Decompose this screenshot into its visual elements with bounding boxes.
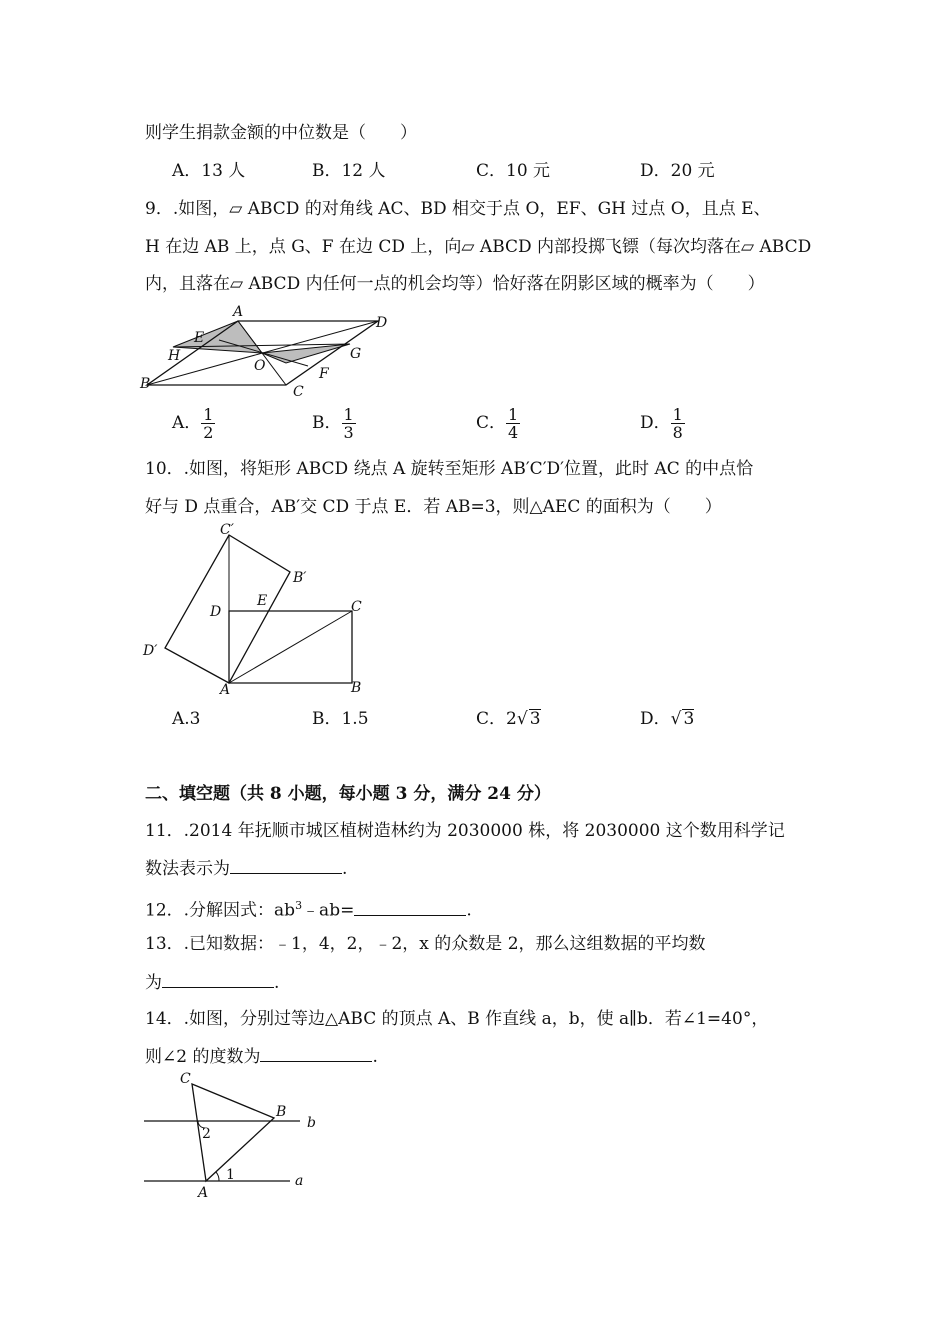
q14-label-line-b: b [307,1115,316,1131]
q10-label-d-prime: D′ [143,643,158,659]
q10-label-c-prime: C′ [220,522,234,538]
q9-label-b: B [140,376,151,392]
q10-line-1: 10．.如图，将矩形 ABCD 绕点 A 旋转至矩形 AB′C′D′位置，此时 AC 的中点恰 [145,459,754,479]
q10-label-b: B [351,680,362,696]
q10-option-c-coefficient: 2 [506,709,517,729]
q9-shade-right [262,344,350,363]
q10-label-b-prime: B′ [293,570,307,586]
q10-option-c: C．2√ 3 [476,709,541,729]
q9-option-b [312,406,356,441]
q8-option-d: D．20 元 [640,161,715,181]
q9-label-c: C [293,384,304,400]
q10-label-c: C [351,599,362,615]
q9-option-c-denominator: 4 [508,423,519,442]
q9-option-c-numerator: 1 [508,405,519,424]
q9-option-b-denominator: 3 [343,423,354,442]
q9-option-a-numerator: 1 [203,405,214,424]
q14-label-b: B [276,1104,287,1120]
q8-option-c: C．10 元 [476,161,551,181]
q9-line-2: H 在边 AB 上，点 G、F 在边 CD 上，向▱ ABCD 内部投掷飞镖（每次均落在▱ ABCD [145,237,812,257]
q11-line-2-text: 数法表示为 [145,859,230,879]
q9-option-d-numerator: 1 [672,405,683,424]
q9-option-c-fraction [506,406,520,441]
q11-line-1: 11．.2014 年抚顺市城区植树造林约为 2030000 株，将 2030000 这个数用科学记 [145,821,785,841]
q14-answer-blank[interactable] [260,1045,372,1062]
q13-answer-blank[interactable] [162,971,274,988]
q10-option-d: D．√ 3 [640,709,695,729]
q11-line-2 [145,857,347,880]
q9-option-a-fraction [201,406,215,441]
q10-option-c-radicand: 3 [529,709,541,729]
q9-option-b-fraction [342,406,356,441]
q12-end: . [466,900,472,921]
q8-option-a: A．13 人 [172,161,246,181]
q10-option-a: A.3 [172,709,201,729]
q10-option-b: B．1.5 [312,709,369,729]
q13-line-1: 13．.已知数据：﹣1，4，2，﹣2，x 的众数是 2，那么这组数据的平均数 [145,934,706,954]
q9-option-d-letter: D． [640,413,671,433]
q9-option-b-numerator: 1 [343,405,354,424]
q10-label-e: E [257,593,268,609]
q8-option-b: B．12 人 [312,161,386,181]
q9-line-1: 9．.如图，▱ ABCD 的对角线 AC、BD 相交于点 O，EF、GH 过点 O，且点 E、 [145,199,771,219]
q8-stem: 则学生捐款金额的中位数是（ ） [145,123,417,143]
q14-line-2 [145,1045,378,1068]
q10-option-c-letter: C． [476,709,507,729]
q9-label-h: H [168,348,181,364]
q14-line-1: 14．.如图，分别过等边△ABC 的顶点 A、B 作直线 a，b，使 a∥b．若∠1=40°， [145,1009,769,1029]
section-2-title: 二、填空题（共 8 小题，每小题 3 分，满分 24 分） [145,784,551,804]
q9-option-a [172,406,215,441]
q12-answer-blank[interactable] [354,899,466,916]
q14-label-angle-1: 1 [226,1167,235,1183]
q9-option-c [476,406,520,441]
q12-text-pre: 12．.分解因式：ab [145,900,296,921]
q9-label-f: F [319,366,329,382]
q9-label-e: E [194,330,205,346]
q13-line-2-end: . [274,973,280,993]
q10-label-a: A [220,682,231,698]
q9-option-c-letter: C． [476,413,507,433]
q13-line-2 [145,971,279,994]
q9-option-a-letter: A． [172,413,202,433]
q9-option-d-denominator: 8 [672,423,683,442]
q9-option-d-fraction [671,406,685,441]
q9-label-a: A [233,304,244,320]
q14-label-c: C [180,1071,191,1087]
q14-line-2-end: . [372,1047,378,1067]
q14-label-a: A [198,1185,209,1201]
q10-line-2: 好与 D 点重合，AB′交 CD 于点 E．若 AB=3，则△AEC 的面积为（ ） [145,497,722,517]
q9-parallelogram-figure [140,300,400,400]
q9-option-a-denominator: 2 [203,423,214,442]
q9-label-o: O [254,358,266,374]
q10-label-d: D [210,604,222,620]
q10-option-d-letter: D． [640,709,671,729]
q12-exponent: 3 [295,899,303,912]
q9-label-g: G [350,346,362,362]
q13-line-2-text: 为 [145,973,162,993]
q9-line-3: 内，且落在▱ ABCD 内任何一点的机会均等）恰好落在阴影区域的概率为（ ） [145,274,765,294]
q9-option-d [640,406,685,441]
q14-triangle-figure [140,1066,330,1206]
q9-option-b-letter: B． [312,413,342,433]
q10-segment-ac [229,611,352,683]
q9-label-d: D [376,315,388,331]
q11-answer-blank[interactable] [230,857,342,874]
q14-label-angle-2: 2 [202,1126,211,1142]
q12-line [145,895,472,922]
q14-label-line-a: a [295,1173,304,1189]
q10-rect-ab-c-d-prime [165,535,290,683]
q14-angle-1-arc [216,1172,219,1181]
q10-option-d-radicand: 3 [683,709,695,729]
q11-line-2-end: . [342,859,348,879]
q14-line-2-text: 则∠2 的度数为 [145,1047,261,1067]
q12-text-post: ﹣ab= [302,900,355,921]
q10-rectangle-figure [140,522,380,697]
